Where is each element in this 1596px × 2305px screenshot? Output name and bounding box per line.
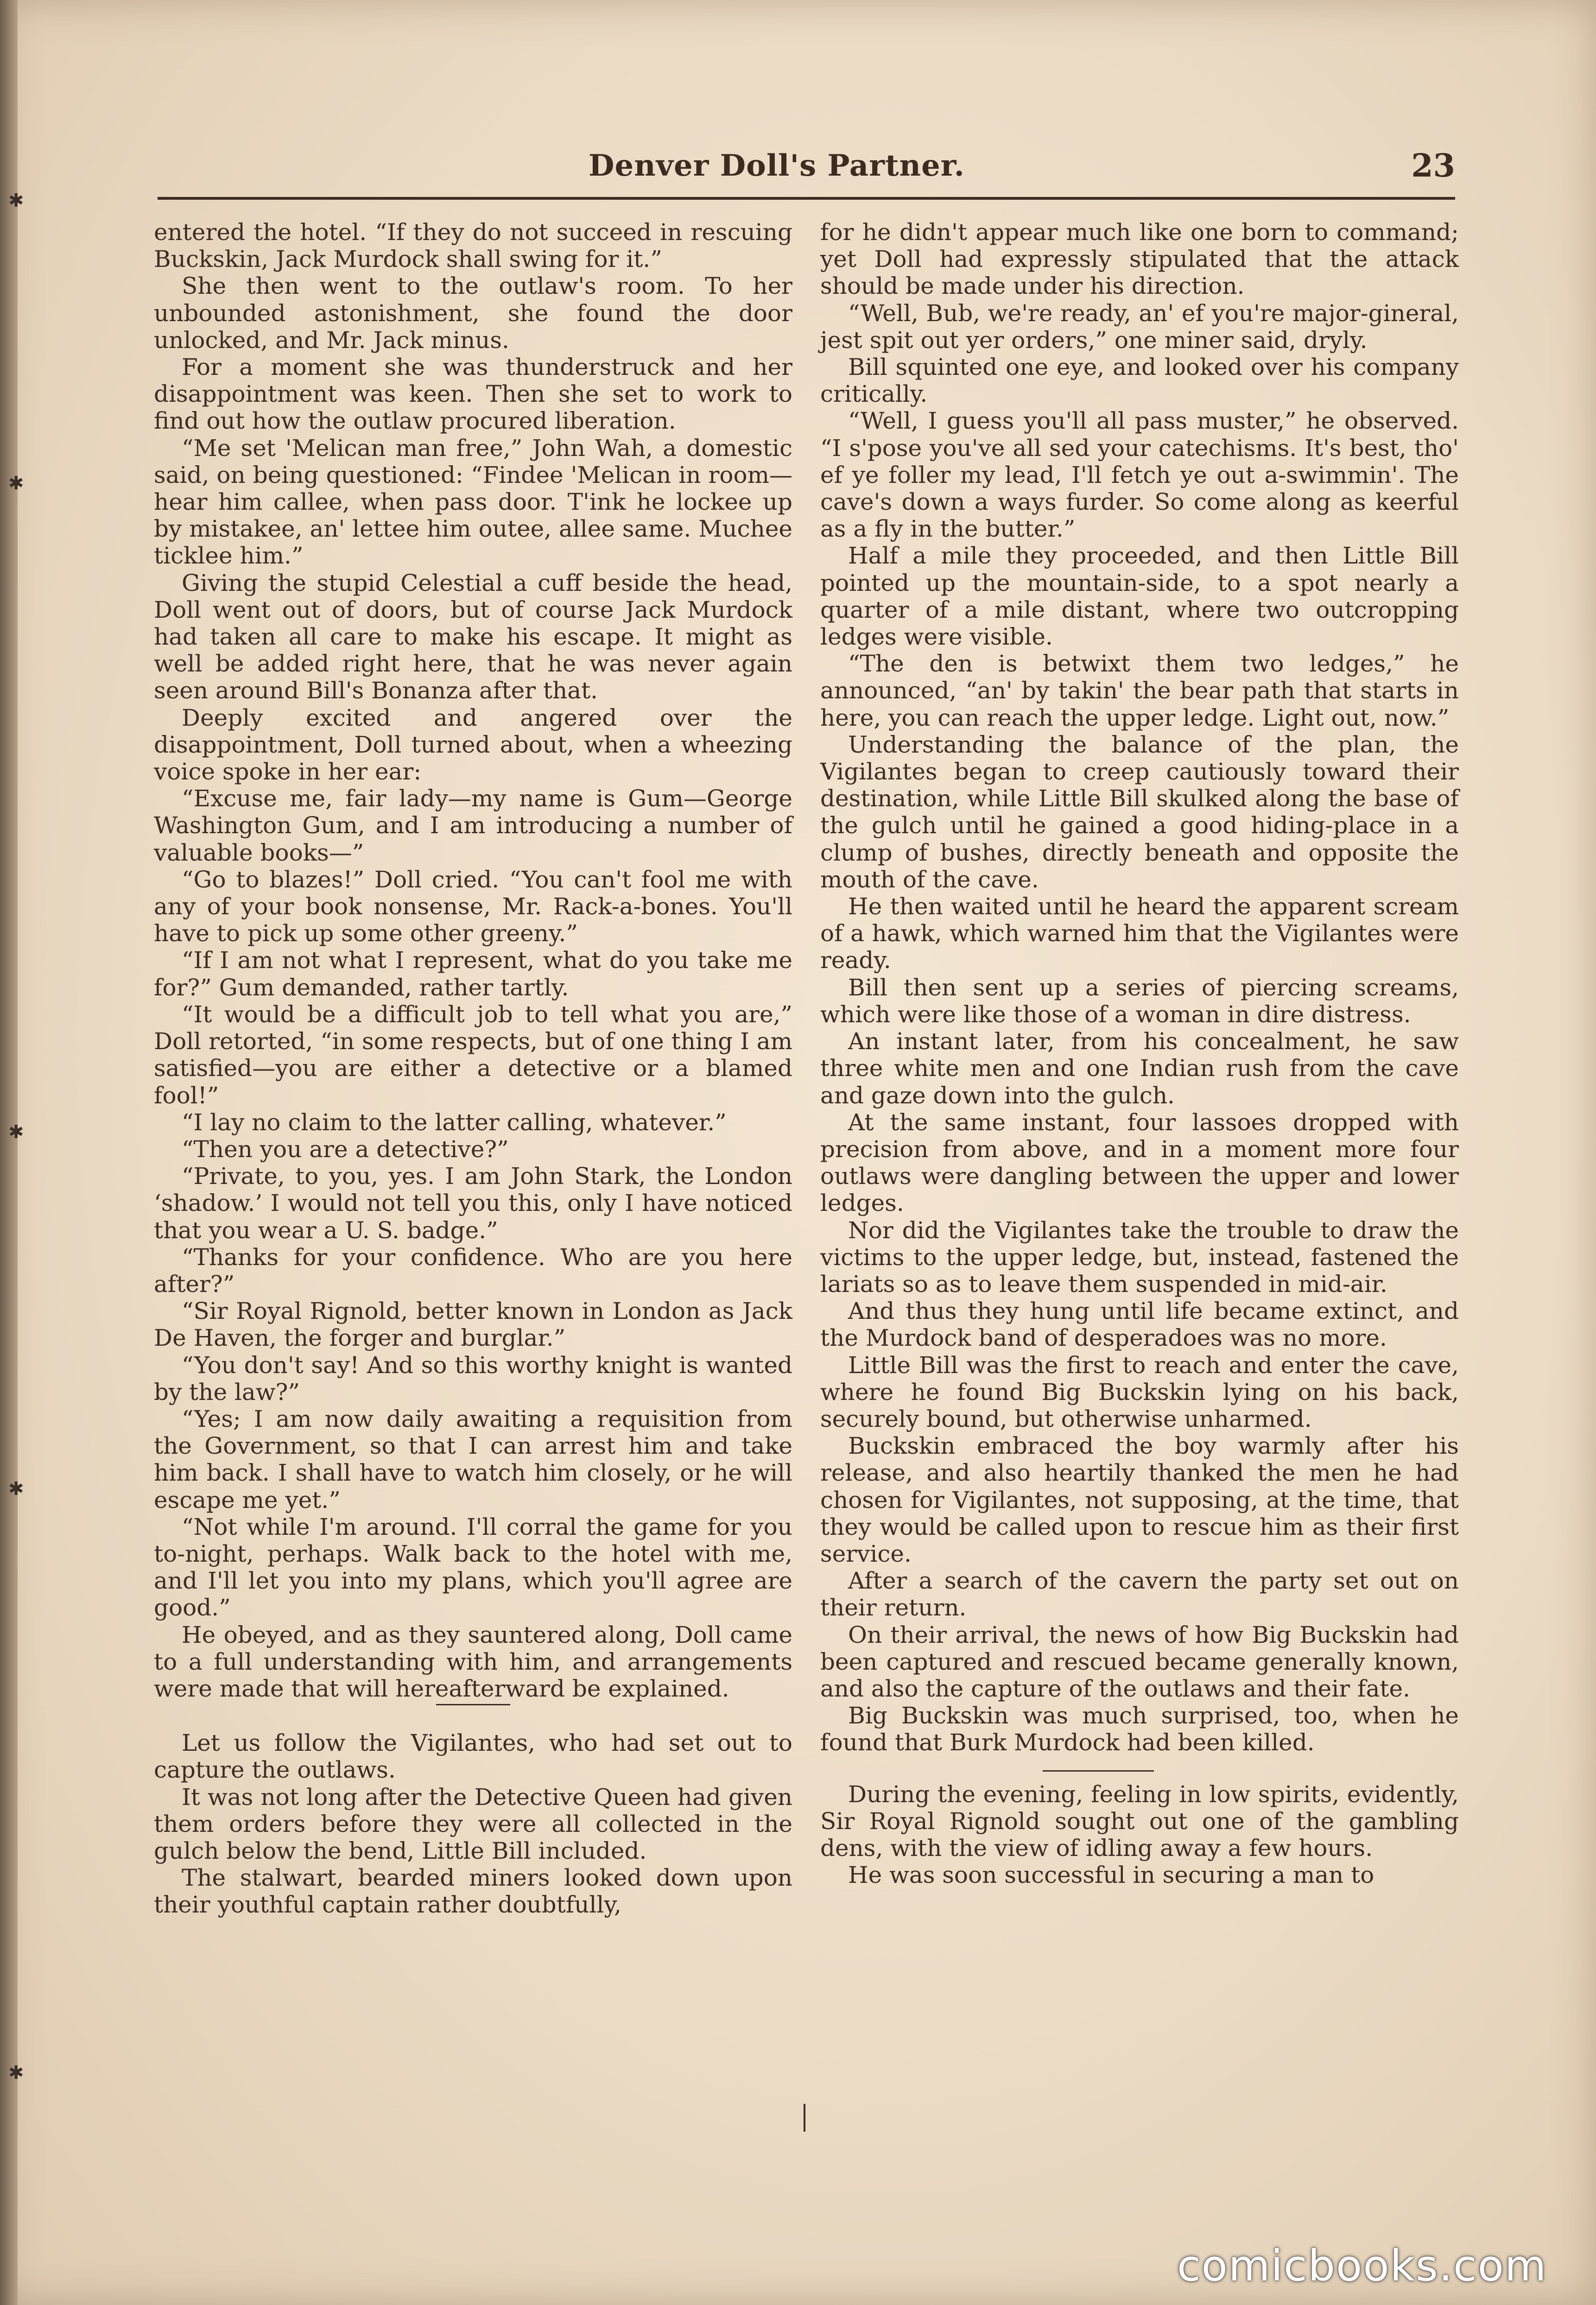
site-watermark: comicbooks.com — [1177, 2241, 1547, 2291]
section-divider — [1043, 1770, 1154, 1772]
paragraph: “Well, Bub, we're ready, an' ef you're major-gineral, jest spit out yer orders,” one miner said, dryly. — [820, 299, 1459, 354]
paragraph: Let us follow the Vigilantes, who had set out to capture the outlaws. — [154, 1729, 792, 1784]
paragraph: Little Bill was the first to reach and enter the cave, where he found Big Buckskin lying on his back, securely bound, but otherwise unharmed. — [820, 1351, 1459, 1432]
paragraph: for he didn't appear much like one born to command; yet Doll had expressly stipulated that the attack should be made under his direction. — [820, 219, 1459, 300]
paragraph: “Sir Royal Rignold, better known in London as Jack De Haven, the forger and burglar.” — [154, 1298, 792, 1352]
binding-stitch: ✱ — [8, 473, 24, 494]
binding-stitch: ✱ — [8, 190, 24, 211]
paragraph: At the same instant, four lassoes dropped with precision from above, and in a moment more four outlaws were dangling between the upper and lower ledges. — [820, 1108, 1459, 1217]
paragraph: He then waited until he heard the apparent scream of a hawk, which warned him that the Vigilantes were ready. — [820, 893, 1459, 974]
paragraph: Giving the stupid Celestial a cuff beside the head, Doll went out of doors, but of course Jack Murdock had taken all care to make his escape. It might as well be added right here, that he was never again seen around Bill's Bonanza after that. — [154, 569, 792, 704]
paragraph: “Well, I guess you'll all pass muster,” he observed. “I s'pose you've all sed your catechisms. It's best, tho' ef ye foller my lead, I'll fetch ye out a-swimmin'. The cave's down a ways furder. So come along as keerful as a fly in the butter.” — [820, 407, 1459, 543]
paragraph: Bill squinted one eye, and looked over his company critically. — [820, 354, 1459, 408]
section-divider — [436, 1704, 510, 1705]
paragraph: “The den is betwixt them two ledges,” he announced, “an' by takin' the bear path that starts in here, you can reach the upper ledge. Light out, now.” — [820, 650, 1459, 731]
paragraph: And thus they hung until life became extinct, and the Murdock band of desperadoes was no more. — [820, 1298, 1459, 1352]
paragraph: “If I am not what I represent, what do you take me for?” Gum demanded, rather tartly. — [154, 947, 792, 1001]
paragraph: Bill then sent up a series of piercing screams, which were like those of a woman in dire distress. — [820, 974, 1459, 1028]
paragraph: An instant later, from his concealment, he saw three white men and one Indian rush from the cave and gaze down into the gulch. — [820, 1028, 1459, 1109]
paragraph: “Then you are a detective?” — [182, 1135, 509, 1163]
paragraph: During the evening, feeling in low spirits, evidently, Sir Royal Rignold sought out one of the gambling dens, with the view of idling away a few hours. — [820, 1780, 1459, 1862]
paragraph: “Excuse me, fair lady—my name is Gum—George Washington Gum, and I am introducing a number of valuable books—” — [154, 785, 792, 866]
left-column — [154, 219, 792, 1919]
paragraph: “Thanks for your confidence. Who are you here after?” — [154, 1243, 792, 1298]
header-rule — [158, 197, 1455, 200]
binding-stitch: ✱ — [8, 1121, 24, 1143]
paragraph: “Go to blazes!” Doll cried. “You can't fool me with any of your book nonsense, Mr. Rack-a-bones. You'll have to pick up some other greeny.” — [154, 866, 792, 947]
paragraph: entered the hotel. “If they do not succeed in rescuing Buckskin, Jack Murdock shall swing for it.” — [154, 219, 792, 273]
paragraph: It was not long after the Detective Queen had given them orders before they were all collected in the gulch below the bend, Little Bill included. — [154, 1783, 792, 1864]
right-column — [820, 219, 1459, 1888]
paragraph: “I lay no claim to the latter calling, whatever.” — [182, 1108, 727, 1136]
paragraph: Buckskin embraced the boy warmly after his release, and also heartily thanked the men he had chosen for Vigilantes, not supposing, at the time, that they would be called upon to rescue him as their first service. — [820, 1432, 1459, 1567]
column-separator — [804, 2104, 805, 2132]
paragraph: Half a mile they proceeded, and then Little Bill pointed up the mountain-side, to a spot nearly a quarter of a mile distant, where two outcropping ledges were visible. — [820, 542, 1459, 651]
paragraph: “You don't say! And so this worthy knight is wanted by the law?” — [154, 1351, 792, 1406]
paragraph: The stalwart, bearded miners looked down upon their youthful captain rather doubtfully, — [154, 1864, 792, 1919]
paragraph: “Private, to you, yes. I am John Stark, the London ‘shadow.’ I would not tell you this, only I have noticed that you wear a U. S. badge.” — [154, 1163, 792, 1244]
paragraph: She then went to the outlaw's room. To her unbounded astonishment, she found the door unlocked, and Mr. Jack minus. — [154, 272, 792, 354]
paragraph: He was soon successful in securing a man to — [848, 1862, 1374, 1889]
paragraph: “It would be a difficult job to tell what you are,” Doll retorted, “in some respects, but of one thing I am satisfied—you are either a detective or a blamed fool!” — [154, 1001, 792, 1109]
running-title: Denver Doll's Partner. — [589, 148, 965, 183]
paragraph: Big Buckskin was much surprised, too, when he found that Burk Murdock had been killed. — [820, 1702, 1459, 1756]
paragraph: “Me set 'Melican man free,” John Wah, a domestic said, on being questioned: “Findee 'Melican in room—hear him callee, when pass door. T'ink he lockee up by mistakee, an' lettee him outee, allee same. Muchee ticklee him.” — [154, 434, 792, 570]
paragraph: Deeply excited and angered over the disappointment, Doll turned about, when a wheezing voice spoke in her ear: — [154, 704, 792, 785]
page-number: 23 — [1411, 147, 1455, 184]
paragraph: “Not while I'm around. I'll corral the game for you to-night, perhaps. Walk back to the hotel with me, and I'll let you into my plans, which you'll agree are good.” — [154, 1513, 792, 1621]
paragraph: “Yes; I am now daily awaiting a requisition from the Government, so that I can arrest him and take him back. I shall have to watch him closely, or he will escape me yet.” — [154, 1405, 792, 1513]
paragraph: For a moment she was thunderstruck and her disappointment was keen. Then she set to work to find out how the outlaw procured liberation. — [154, 354, 792, 435]
running-header — [158, 139, 1455, 195]
paragraph: After a search of the cavern the party set out on their return. — [820, 1567, 1459, 1621]
paragraph: On their arrival, the news of how Big Buckskin had been captured and rescued became generally known, and also the capture of the outlaws and their fate. — [820, 1621, 1459, 1702]
binding-stitch: ✱ — [8, 1478, 24, 1500]
binding-stitch: ✱ — [8, 2062, 24, 2083]
page-spine — [0, 0, 18, 2305]
paragraph: Understanding the balance of the plan, the Vigilantes began to creep cautiously toward their destination, while Little Bill skulked along the base of the gulch until he gained a good hiding-place in a clump of bushes, directly beneath and opposite the mouth of the cave. — [820, 731, 1459, 893]
paragraph: He obeyed, and as they sauntered along, Doll came to a full understanding with him, and arrangements were made that will hereafterward be explained. — [154, 1621, 792, 1702]
paragraph: Nor did the Vigilantes take the trouble to draw the victims to the upper ledge, but, instead, fastened the lariats so as to leave them suspended in mid-air. — [820, 1216, 1459, 1298]
